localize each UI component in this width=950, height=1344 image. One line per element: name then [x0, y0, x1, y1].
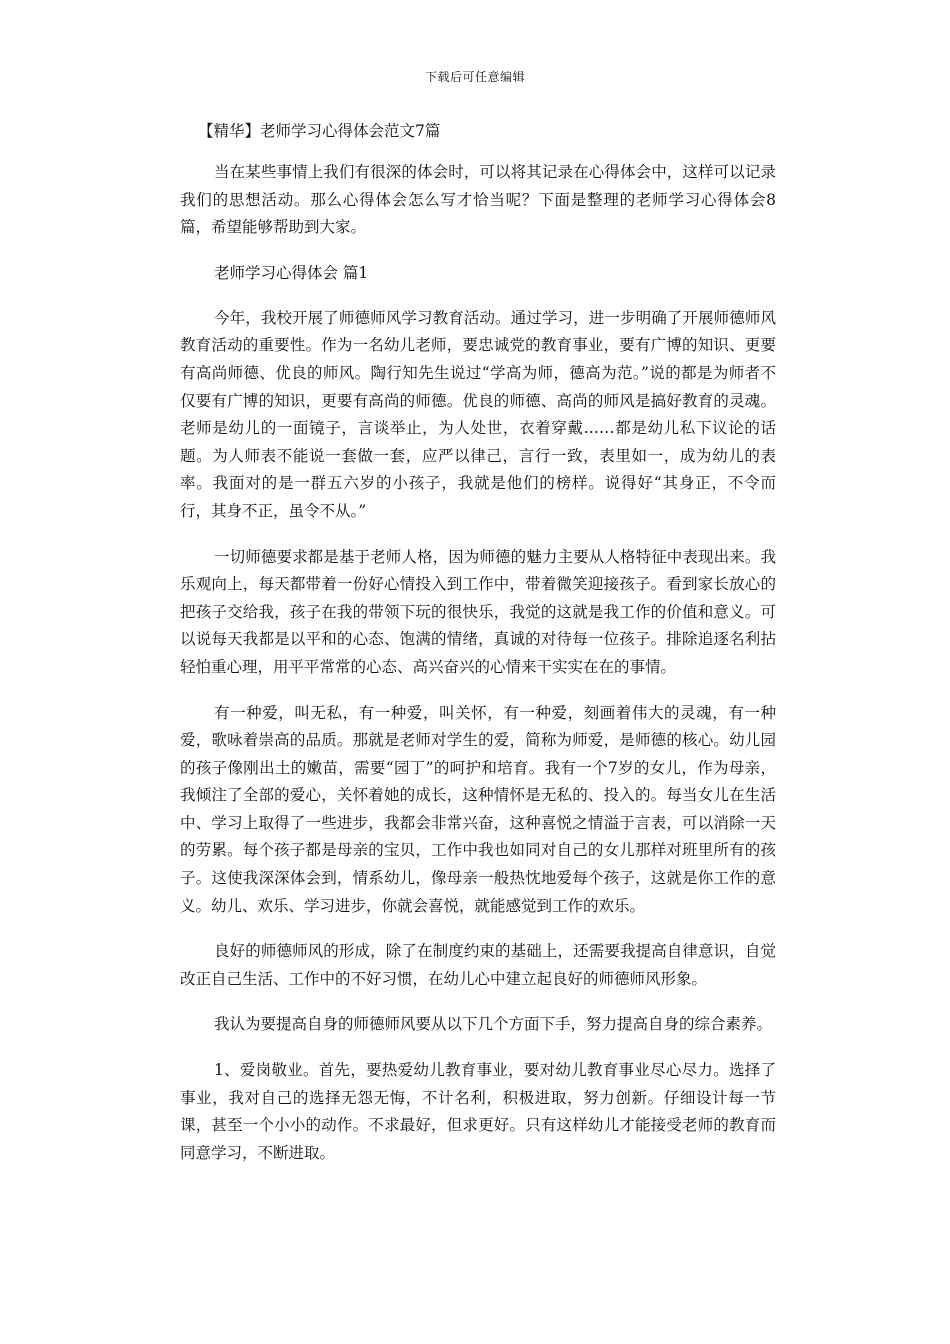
- download-editable-note: 下载后可任意编辑: [424, 70, 525, 84]
- section-heading: 老师学习心得体会 篇1: [214, 263, 369, 282]
- document-title: 【精华】老师学习心得体会范文7篇: [198, 122, 441, 140]
- body-paragraph-4: 良好的师德师风的形成，除了在制度约束的基础上，还需要我提高自律意识，自觉改正自己生活、工作中的不好习惯，在幼儿心中建立起良好的师德师风形象。: [180, 942, 776, 988]
- body-paragraph-3: 有一种爱，叫无私，有一种爱，叫关怀，有一种爱，刻画着伟大的灵魂，有一种爱，歌咏着崇高的品质。那就是老师对学生的爱，简称为师爱，是师德的核心。幼儿园的孩子像刚出土的嫩苗，需要“园丁”的呵护和培育。我有一个7岁的女儿，作为母亲，我倾注了全部的爱心，关怀着她的成长，这种情怀是无私的、投入的。每当女儿在生活中、学习上取得了一些进步，我都会非常兴奋，这种喜悦之情溢于言表，可以消除一天的劳累。每个孩子都是母亲的宝贝，工作中我也如同对自己的女儿那样对班里所有的孩子。这使我深深体会到，情系幼儿，像母亲一般热忱地爱每个孩子，这就是你工作的意义。幼儿、欢乐、学习进步，你就会喜悦，就能感觉到工作的欢乐。: [180, 703, 776, 915]
- body-paragraph-1: 今年，我校开展了师德师风学习教育活动。通过学习，进一步明确了开展师德师风教育活动的重要性。作为一名幼儿老师，要忠诚党的教育事业，要有广博的知识、更要有高尚师德、优良的师风。陶行知先生说过“学高为师，德高为范。”说的都是为师者不仅要有广博的知识，更要有高尚的师德。优良的师德、高尚的师风是搞好教育的灵魂。老师是幼儿的一面镜子，言谈举止，为人处世，衣着穿戴……都是幼儿私下议论的话题。为人师表不能说一套做一套，应严以律己，言行一致，表里如一，成为幼儿的表率。我面对的是一群五六岁的小孩子，我就是他们的榜样。说得好“其身正，不令而行，其身不正，虽令不从。”: [180, 308, 776, 520]
- document-content: [180, 118, 776, 1185]
- body-paragraph-5: 我认为要提高自身的师德师风要从以下几个方面下手，努力提高自身的综合素养。: [214, 1015, 773, 1034]
- intro-paragraph: 当在某些事情上我们有很深的体会时，可以将其记录在心得体会中，这样可以记录我们的思想活动。那么心得体会怎么写才恰当呢？下面是整理的老师学习心得体会8篇，希望能够帮助到大家。: [180, 163, 776, 237]
- body-paragraph-2: 一切师德要求都是基于老师人格，因为师德的魅力主要从人格特征中表现出来。我乐观向上，每天都带着一份好心情投入到工作中，带着微笑迎接孩子。看到家长放心的把孩子交给我，孩子在我的带领下玩的很快乐，我觉的这就是我工作的价值和意义。可以说每天我都是以平和的心态、饱满的情绪，真诚的对待每一位孩子。排除追逐名利拈轻怕重心理，用平平常常的心态、高兴奋兴的心情来干实实在在的事情。: [180, 547, 776, 676]
- body-paragraph-6: 1、爱岗敬业。首先，要热爱幼儿教育事业，要对幼儿教育事业尽心尽力。选择了事业，我对自己的选择无怨无悔，不计名利，积极进取，努力创新。仔细设计每一节课，甚至一个小小的动作。不求最好，但求更好。只有这样幼儿才能接受老师的教育而同意学习，不断进取。: [180, 1061, 776, 1162]
